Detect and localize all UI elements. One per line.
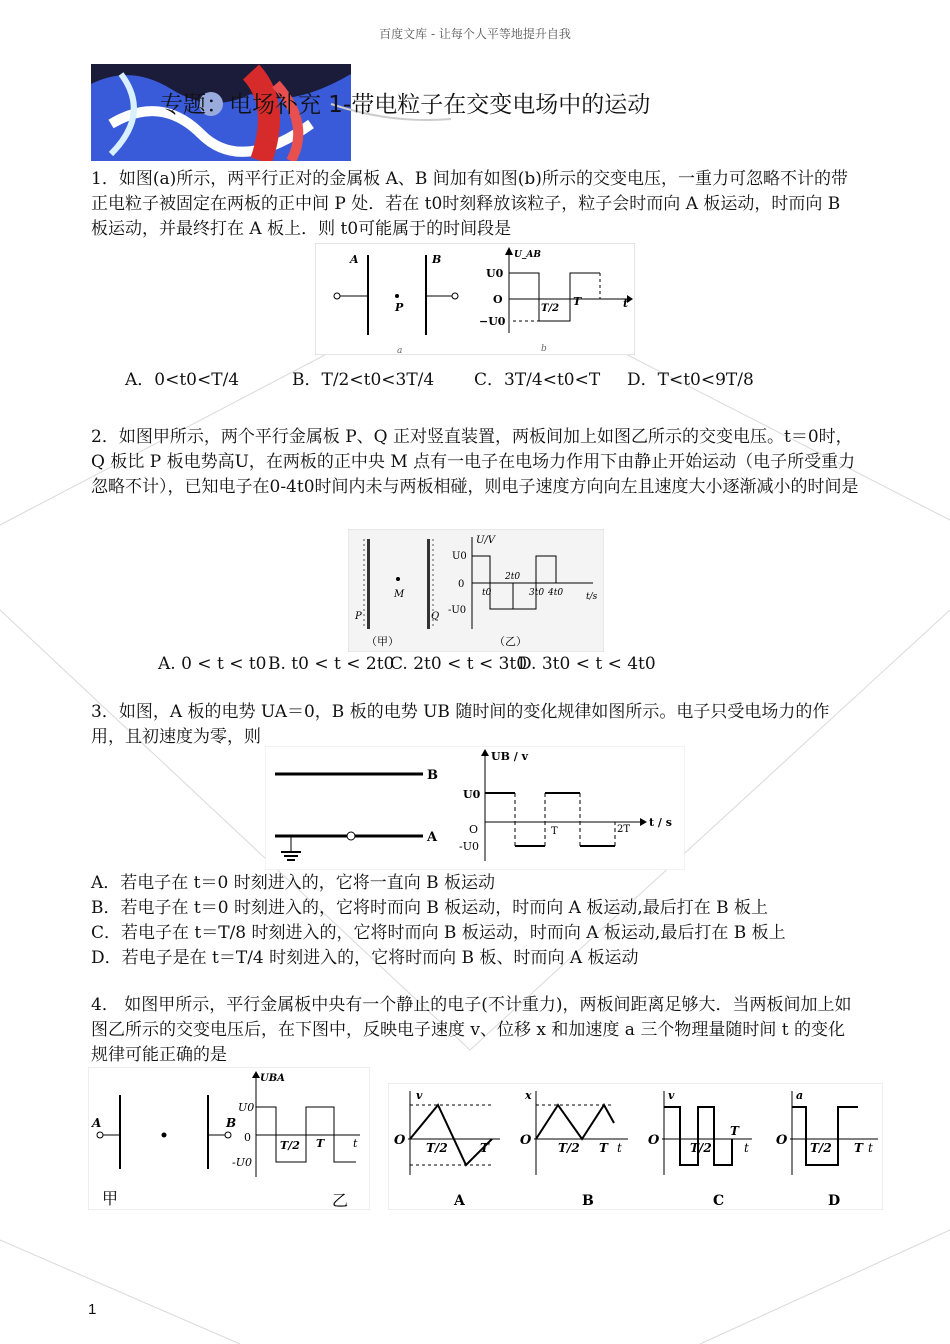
q3-option-a[interactable]: A．若电子在 t＝0 时刻进入的，它将一直向 B 板运动 (91, 873, 496, 893)
svg-text:v: v (668, 1089, 675, 1102)
svg-text:T/2: T/2 (280, 1139, 300, 1152)
svg-text:T: T (573, 295, 582, 308)
q1-label-b: B (432, 253, 442, 266)
question-4-text: 4． 如图甲所示，平行金属板中央有一个静止的电子(不计重力)，两板间距离足够大．当两板间加上如图乙所示的交变电压后，在下图中，反映电子速度 v、位移 x 和加速度 a 三个物理量随时间 t 的变化规律可能正确的是 (91, 995, 852, 1065)
svg-text:O: O (520, 1133, 532, 1148)
svg-text:T/2: T/2 (541, 303, 560, 314)
svg-text:乙: 乙 (332, 1191, 349, 1210)
q1-option-d[interactable]: D．T<t0<9T/8 (627, 370, 754, 390)
question-3-text: 3．如图，A 板的电势 UA＝0，B 板的电势 UB 随时间的变化规律如图所示。电子只受电场力的作用，且初速度为零，则 (91, 702, 830, 747)
svg-text:T: T (316, 1137, 325, 1150)
svg-text:甲: 甲 (102, 1189, 119, 1208)
page-number: 1 (88, 1301, 97, 1318)
svg-text:T: T (599, 1141, 608, 1155)
q2-option-a[interactable]: A. 0 < t < t0 (158, 654, 267, 674)
svg-text:T: T (730, 1124, 739, 1138)
svg-text:-U0: -U0 (459, 840, 479, 853)
q3-option-d[interactable]: D．若电子是在 t＝T/4 时刻进入的，它将时而向 B 板、时而向 A 板运动 (91, 948, 639, 968)
svg-text:（甲）: （甲） (366, 635, 399, 648)
question-2-text: 2．如图甲所示，两个平行金属板 P、Q 正对竖直装置，两板间加上如图乙所示的交变电压。t＝0时，Q 板比 P 板电势高U，在两板的正中央 M 点有一电子在电场力作用下由静止开始运动（电子所受重力忽略不计），已知电子在0-4t0时间内未与两板相碰，则电子速度方向向左且速度大小逐渐减小的时间是 (91, 427, 859, 497)
svg-text:C: C (713, 1193, 725, 1209)
q2-option-b[interactable]: B. t0 < t < 2t0 (268, 654, 395, 674)
svg-text:-U0: -U0 (232, 1156, 252, 1169)
svg-text:UB / v: UB / v (491, 750, 528, 763)
svg-text:（乙）: （乙） (494, 635, 527, 648)
svg-text:O: O (394, 1133, 406, 1148)
svg-text:A: A (92, 1116, 102, 1130)
q4-figure-left (88, 1067, 370, 1210)
svg-text:O: O (648, 1133, 660, 1148)
svg-text:T: T (854, 1141, 863, 1155)
q3-option-c[interactable]: C．若电子在 t＝T/8 时刻进入的，它将时而向 B 板运动，时而向 A 板运动,最后打在 B 板上 (91, 923, 786, 943)
q2-option-d[interactable]: D. 3t0 < t < 4t0 (518, 654, 656, 674)
svg-text:T/2: T/2 (810, 1141, 832, 1155)
svg-text:-U0: -U0 (448, 605, 467, 616)
svg-text:U0: U0 (238, 1101, 255, 1114)
svg-text:−U0: −U0 (479, 315, 506, 328)
svg-text:D: D (828, 1193, 841, 1209)
page-header: 百度文库 - 让每个人平等地提升自我 (379, 27, 571, 41)
q3-figure (265, 746, 685, 870)
svg-text:2T: 2T (617, 824, 631, 835)
svg-text:x: x (525, 1089, 532, 1102)
svg-text:U/V: U/V (476, 535, 496, 546)
svg-text:t: t (617, 1141, 622, 1155)
svg-text:3t0: 3t0 (529, 588, 545, 598)
q2-option-c[interactable]: C. 2t0 < t < 3t0 (390, 654, 528, 674)
svg-text:M: M (394, 589, 405, 600)
svg-text:2t0: 2t0 (505, 572, 521, 582)
svg-text:T: T (480, 1141, 489, 1155)
svg-text:t/s: t/s (586, 592, 598, 602)
svg-text:T/2: T/2 (690, 1141, 712, 1155)
q1-option-a[interactable]: A．0<t0<T/4 (125, 370, 240, 390)
svg-text:A: A (427, 830, 438, 845)
page-title: 专题：电场补充 1-带电粒子在交变电场中的运动 (160, 92, 651, 118)
svg-text:U_AB: U_AB (514, 250, 541, 260)
q2-figure (348, 529, 604, 652)
svg-text:T/2: T/2 (558, 1141, 580, 1155)
svg-text:0: 0 (244, 1131, 251, 1144)
q1-figure (315, 243, 635, 355)
svg-text:B: B (582, 1193, 594, 1209)
svg-text:U0: U0 (463, 788, 481, 801)
svg-text:t: t (623, 297, 629, 310)
svg-text:Q: Q (431, 611, 440, 622)
svg-text:b: b (541, 344, 547, 354)
svg-text:U0: U0 (486, 267, 504, 280)
svg-text:U0: U0 (452, 551, 467, 562)
svg-text:T: T (551, 826, 558, 837)
q1-option-b[interactable]: B．T/2<t0<3T/4 (292, 370, 435, 390)
question-1-text: 1．如图(a)所示，两平行正对的金属板 A、B 间加有如图(b)所示的交变电压，一重力可忽略不计的带正电粒子被固定在两板的正中间 P 处．若在 t0时刻释放该粒子，粒子会时而向 A 板运动，时而向 B 板运动，并最终打在 A 板上．则 t0可能属于的时间段是 (91, 169, 848, 239)
svg-text:4t0: 4t0 (548, 588, 564, 598)
svg-text:a: a (796, 1089, 804, 1102)
q4-answer-graphs (388, 1083, 883, 1210)
svg-text:T/2: T/2 (426, 1141, 448, 1155)
svg-text:t: t (353, 1137, 358, 1150)
svg-text:A: A (454, 1193, 465, 1209)
svg-text:O: O (469, 823, 479, 836)
q1-label-p: P (395, 301, 404, 314)
svg-text:B: B (226, 1116, 237, 1130)
q3-option-b[interactable]: B．若电子在 t＝0 时刻进入的，它将时而向 B 板运动，时而向 A 板运动,最后打在 B 板上 (91, 898, 769, 918)
svg-text:t / s: t / s (649, 816, 672, 829)
svg-text:t0: t0 (482, 588, 492, 598)
svg-text:P: P (355, 611, 362, 622)
svg-text:t: t (868, 1141, 873, 1155)
q1-label-a: A (350, 253, 359, 266)
q1-option-c[interactable]: C．3T/4<t0<T (474, 370, 601, 390)
svg-text:t: t (744, 1141, 749, 1155)
svg-text:O: O (493, 293, 503, 306)
svg-text:O: O (776, 1133, 788, 1148)
svg-text:v: v (416, 1089, 423, 1102)
svg-text:a: a (397, 346, 403, 355)
svg-text:UBA: UBA (260, 1073, 285, 1084)
svg-text:B: B (427, 768, 438, 783)
svg-text:0: 0 (458, 579, 465, 590)
